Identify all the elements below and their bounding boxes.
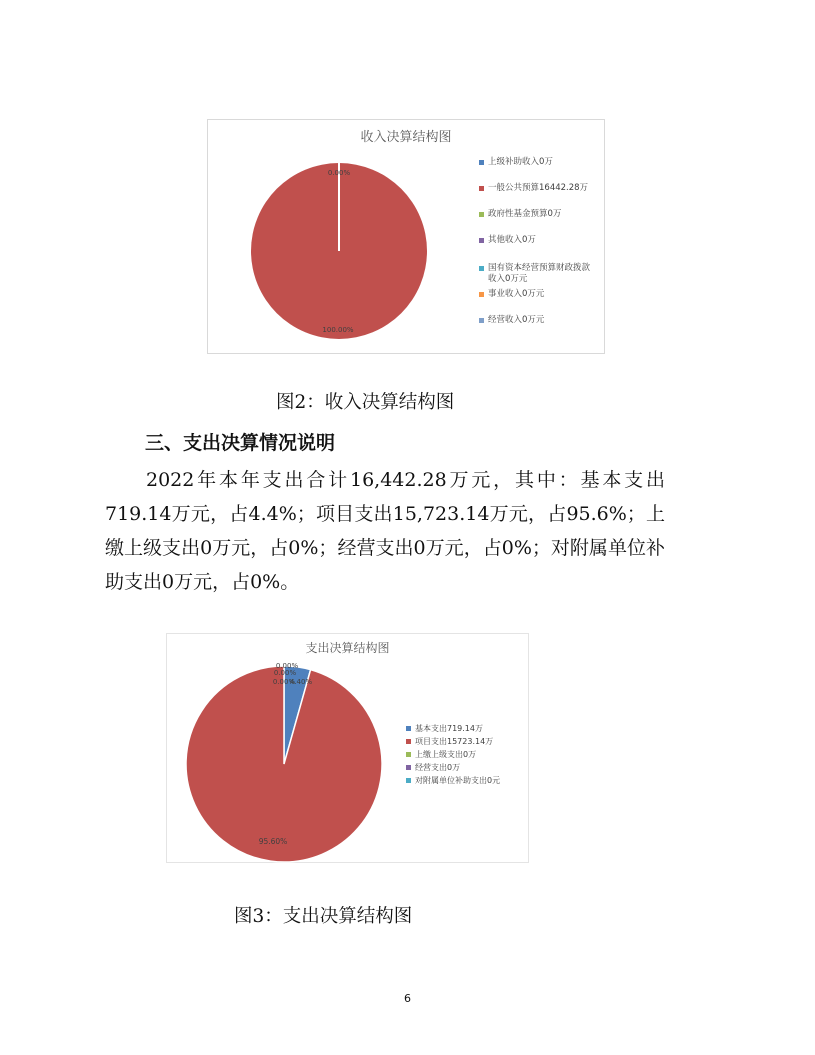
- legend-swatch: [479, 186, 484, 191]
- legend-swatch: [479, 212, 484, 217]
- pie-data-label: 100.00%: [322, 326, 354, 334]
- legend-swatch: [479, 266, 484, 271]
- legend-label: 经营收入0万元: [488, 315, 545, 325]
- legend-swatch: [406, 739, 411, 744]
- legend-label: 上级补助收入0万: [488, 157, 553, 167]
- income-pie-chart: [207, 119, 605, 354]
- page-number: 6: [404, 992, 411, 1005]
- chart-title: 收入决算结构图: [360, 130, 452, 145]
- legend-label: 基本支出719.14万: [415, 724, 483, 733]
- legend-swatch: [479, 160, 484, 165]
- section-heading: 三、支出决算情况说明: [145, 432, 336, 454]
- legend-swatch: [406, 752, 411, 757]
- figure-caption: 图2：收入决算结构图: [276, 392, 455, 413]
- legend-swatch: [479, 292, 484, 297]
- income-pie-svg: [208, 120, 606, 355]
- legend-label: 其他收入0万: [488, 235, 536, 245]
- pie-data-label: 4.40%: [289, 678, 313, 686]
- legend-swatch: [406, 726, 411, 731]
- legend-label: 项目支出15723.14万: [415, 737, 494, 746]
- pie-data-label: 0.00%: [273, 669, 297, 677]
- legend-label: 上缴上级支出0万: [415, 750, 477, 759]
- pie-data-label: 95.60%: [258, 837, 288, 846]
- legend-label: 事业收入0万元: [488, 289, 545, 299]
- figure-caption: 图3：支出决算结构图: [234, 906, 413, 927]
- pie-data-label: 0.00%: [275, 662, 299, 670]
- legend-label: 国有资本经营预算财政拨款收入0万元: [488, 263, 591, 284]
- body-paragraph: 2022年本年支出合计16,442.28万元，其中：基本支出719.14万元，占4.4%；项目支出15,723.14万元，占95.6%；上缴上级支出0万元，占0%；经营支出0万元，占0%；对附属单位补助支出0万元，占0%。: [105, 469, 665, 593]
- legend-label: 对附属单位补助支出0元: [415, 776, 501, 785]
- expenditure-pie-chart: [166, 633, 529, 863]
- legend-swatch: [479, 238, 484, 243]
- legend-label: 政府性基金预算0万: [488, 209, 562, 219]
- pie-data-label: 0.00%: [327, 169, 351, 177]
- legend-swatch: [406, 778, 411, 783]
- pie-data-label: 0.00%: [272, 678, 296, 686]
- legend-label: 经营支出0万: [415, 763, 461, 772]
- chart-title: 支出决算结构图: [305, 641, 390, 655]
- legend-swatch: [406, 765, 411, 770]
- pie-slice-2: [186, 666, 382, 862]
- legend-swatch: [479, 318, 484, 323]
- legend-label: 一般公共预算16442.28万: [488, 183, 589, 193]
